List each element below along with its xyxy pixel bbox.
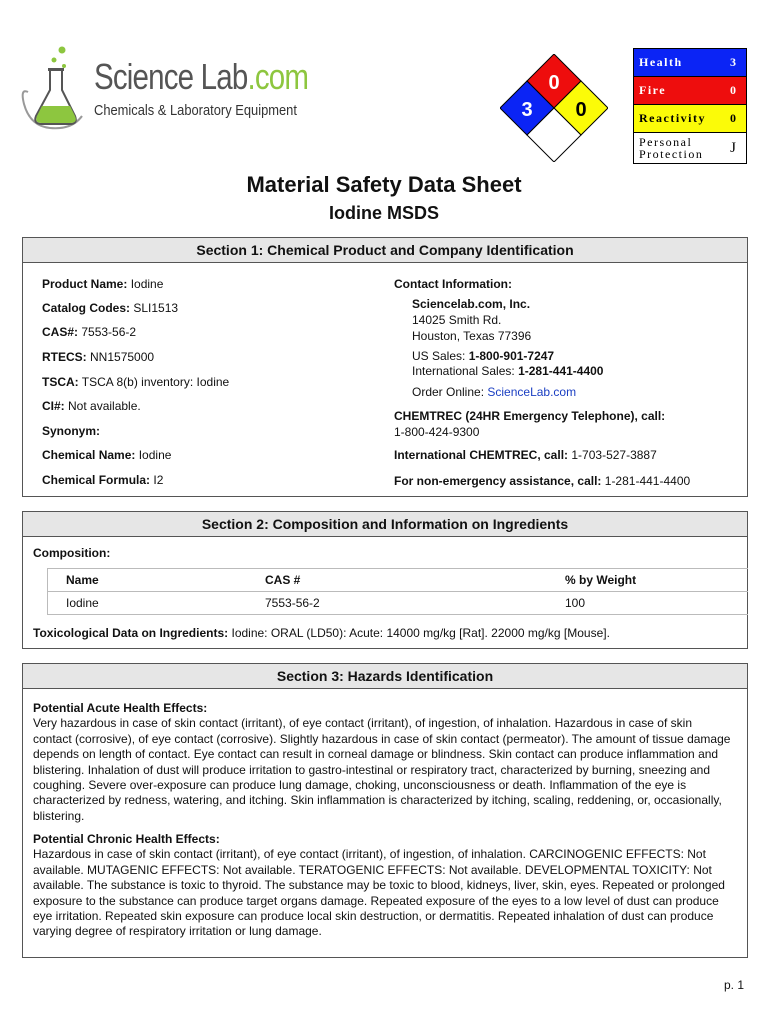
nfpa-diamond	[500, 54, 608, 162]
nfpa-health: 3	[521, 99, 533, 121]
section-1	[22, 237, 748, 497]
chronic-effects: Potential Chronic Health Effects: Hazardous in case of skin contact (irritant), of eye contact (irritant), of ingestion, of inhalation. CARCINOGENIC EFFECTS: Not available. MUTAGENIC EFFECTS: Not available. TERATOGENIC EFFECTS: Not available. DEVELOPMENTAL TOXICITY: Not available. The substance is toxic to thyroid. The substance may be toxic to blood, kidneys, liver, skin, eyes. Repeated or prolonged exposure to the substance can produce target organs damage. Repeated exposure of the eyes to a low level of dust can produce eye irritation. Repeated skin exposure can produce local skin destruction, or dermatitis. Repeated inhalation of dust can produce varying degree of respiratory irritation or lung damage.	[33, 832, 725, 939]
chemical-formula-field: Chemical Formula: I2	[42, 473, 164, 487]
page-number: p. 1	[723, 978, 744, 992]
hmis-reactivity-row: Reactivity 0	[634, 105, 746, 133]
ci-field: CI#: Not available.	[42, 399, 141, 413]
section-3	[22, 663, 748, 958]
international-sales: International Sales: 1-281-441-4400	[412, 364, 604, 378]
section-1-heading: Section 1: Chemical Product and Company Identification	[23, 238, 747, 263]
tsca-field: TSCA: TSCA 8(b) inventory: Iodine	[42, 375, 230, 389]
contact-label: Contact Information:	[394, 277, 512, 291]
company-name: Sciencelab.com, Inc.	[412, 297, 531, 311]
section-2-heading: Section 2: Composition and Information on Ingredients	[23, 512, 747, 537]
hmis-rating-table	[633, 48, 747, 164]
document-subtitle: Iodine MSDS	[328, 203, 439, 223]
nfpa-reactivity: 0	[575, 99, 587, 121]
chemical-name-field: Chemical Name: Iodine	[42, 448, 172, 462]
chemtrec-label: CHEMTREC (24HR Emergency Telephone), call:	[394, 409, 666, 423]
composition-table	[47, 568, 748, 615]
address-line-2: Houston, Texas 77396	[412, 329, 532, 343]
synonym-field: Synonym:	[42, 424, 101, 438]
intl-chemtrec: International CHEMTREC, call: 1-703-527-3887	[394, 448, 657, 462]
composition-label: Composition:	[33, 546, 111, 560]
section-2	[22, 511, 748, 649]
non-emergency: For non-emergency assistance, call: 1-281-441-4400	[394, 474, 691, 488]
order-online: Order Online: ScienceLab.com	[412, 385, 577, 399]
product-name-field: Product Name: Iodine	[42, 277, 164, 291]
address-line-1: 14025 Smith Rd.	[412, 313, 502, 327]
table-row: Iodine 7553-56-2 100	[66, 596, 586, 610]
acute-effects: Potential Acute Health Effects: Very hazardous in case of skin contact (irritant), of eye contact (irritant), of ingestion, of inhalation. Hazardous in case of skin contact (corrosive), of eye contact (corrosive). Slightly hazardous in case of skin contact (permeator). The amount of tissue damage depends on length of contact. Eye contact can result in corneal damage or blindness. Skin contact can produce inflammation and blistering. Inhalation of dust will produce irritation to gastro-intestinal or respiratory tract, characterized by burning, sneezing and coughing. Severe over-exposure can produce lung damage, choking, unconsciousness or death. Inflammation of the eye is characterized by redness, watering, and itching. Skin inflammation is characterized by itching, scaling, reddening, or, occasionally, blistering.	[33, 701, 731, 823]
cas-field: CAS#: 7553-56-2	[42, 325, 137, 339]
sciencelab-logo	[20, 44, 310, 134]
hmis-protection-row: Personal Protection J	[634, 133, 746, 163]
document-title: Material Safety Data Sheet	[246, 172, 522, 197]
catalog-codes-field: Catalog Codes: SLI1513	[42, 301, 179, 315]
chemtrec-number: 1-800-424-9300	[394, 425, 480, 439]
brand-name: Science Lab.com	[94, 56, 309, 97]
table-header: Name CAS # % by Weight	[48, 569, 748, 592]
toxicological-data: Toxicological Data on Ingredients: Iodine: ORAL (LD50): Acute: 14000 mg/kg [Rat]. 22000 mg/kg [Mouse].	[33, 626, 610, 640]
sciencelab-link[interactable]: ScienceLab.com	[487, 385, 577, 399]
hmis-fire-row: Fire 0	[634, 77, 746, 105]
nfpa-fire: 0	[548, 72, 560, 94]
rtecs-field: RTECS: NN1575000	[42, 350, 155, 364]
section-3-heading: Section 3: Hazards Identification	[23, 664, 747, 689]
brand-tagline: Chemicals & Laboratory Equipment	[94, 102, 297, 119]
hmis-health-row: Health 3	[634, 49, 746, 77]
flask-icon	[20, 44, 92, 134]
us-sales: US Sales: 1-800-901-7247	[412, 349, 555, 363]
